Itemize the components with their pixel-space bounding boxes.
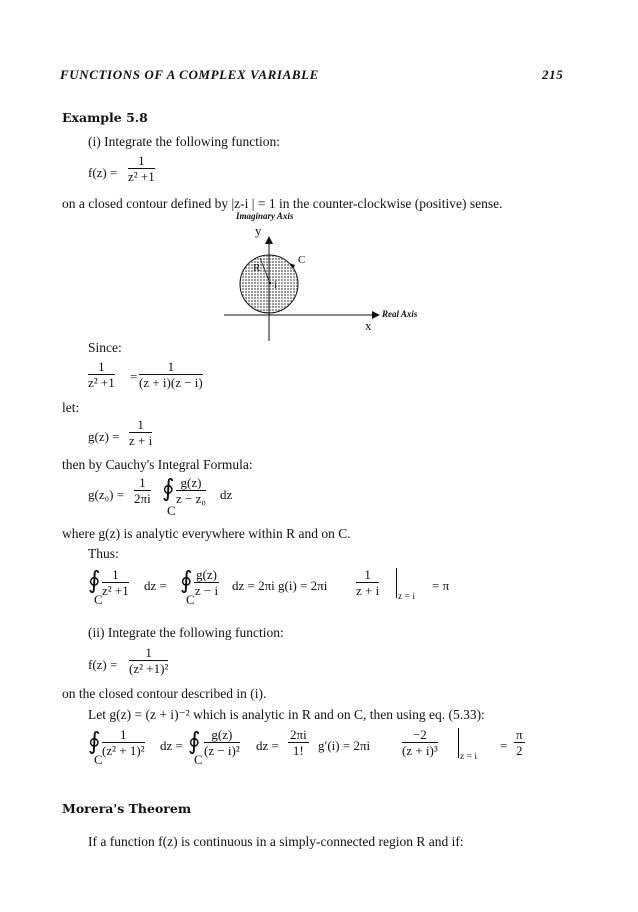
r1-eval-bar bbox=[396, 568, 397, 598]
r1-den3: z + i bbox=[356, 583, 380, 598]
r2-contour-c1: C bbox=[94, 752, 103, 767]
cif-contour-c: C bbox=[167, 503, 176, 518]
r2-frac1 bbox=[102, 728, 145, 758]
r1-frac2 bbox=[194, 568, 219, 598]
eq1-den2: (z + i)(z − i) bbox=[139, 375, 203, 390]
cif-int-den: z − z₀ bbox=[176, 491, 206, 506]
r2-result bbox=[514, 728, 525, 758]
r2-equals: = bbox=[500, 738, 508, 753]
r2-den3: 1! bbox=[292, 743, 304, 758]
r1-integral2-icon: ∮ bbox=[180, 566, 193, 594]
let-label: let: bbox=[62, 400, 80, 415]
f2-fraction bbox=[129, 646, 168, 676]
part2-intro: (ii) Integrate the following function: bbox=[88, 625, 284, 640]
g-denominator: z + i bbox=[129, 433, 153, 448]
r1-contour-c2: C bbox=[186, 592, 195, 607]
cif-lhs: g(z₀) = bbox=[88, 487, 125, 502]
part1-intro: (i) Integrate the following function: bbox=[88, 134, 280, 149]
cif-integrand bbox=[176, 476, 206, 506]
f2-lhs: f(z) = bbox=[88, 657, 118, 672]
f-denominator: z² +1 bbox=[128, 169, 155, 184]
running-header: FUNCTIONS OF A COMPLEX VARIABLE bbox=[60, 67, 319, 82]
r1-den1: z² +1 bbox=[102, 583, 129, 598]
r2-num4: −2 bbox=[402, 728, 438, 743]
contour-integral-icon: ∮ bbox=[162, 474, 175, 502]
eq1-num2: 1 bbox=[139, 360, 203, 375]
center-point bbox=[269, 282, 272, 285]
f2-numerator: 1 bbox=[129, 646, 168, 661]
r1-integral-icon: ∮ bbox=[88, 566, 101, 594]
r1-eval: z = i bbox=[398, 592, 415, 602]
real-axis-label: Real Axis bbox=[382, 309, 418, 319]
contour-definition: on a closed contour defined by |z-i | = 1 in the counter-clockwise (positive) sense. bbox=[62, 196, 503, 211]
let-g-text: Let g(z) = (z + i)⁻² which is analytic in R and on C, then using eq. (5.33): bbox=[88, 707, 485, 722]
g-fraction bbox=[129, 418, 152, 448]
r1-mid: dz = 2πi g(i) = 2πi bbox=[232, 578, 328, 593]
x-arrow-icon bbox=[372, 311, 380, 319]
eq1-num1: 1 bbox=[88, 360, 115, 375]
r1-num2: g(z) bbox=[196, 567, 217, 582]
analytic-text: where g(z) is analytic everywhere within R and on C. bbox=[62, 526, 351, 541]
cif-coefficient bbox=[134, 476, 151, 506]
r2-integral-icon: ∮ bbox=[88, 727, 101, 755]
r2-num3: 2πi bbox=[290, 727, 307, 742]
f-lhs: f(z) = bbox=[88, 165, 118, 180]
contour-figure bbox=[200, 210, 420, 350]
y-arrow-icon bbox=[265, 236, 273, 244]
g-lhs: g(z) = bbox=[88, 429, 120, 444]
f-numerator: 1 bbox=[128, 154, 155, 169]
r1-result: = π bbox=[432, 578, 450, 593]
r1-contour-c1: C bbox=[94, 592, 103, 607]
r2-dz2: dz = bbox=[256, 738, 279, 753]
r2-frac2 bbox=[204, 728, 240, 758]
r2-den2: (z − i)² bbox=[204, 743, 240, 758]
r1-frac1 bbox=[102, 568, 129, 598]
cauchy-text: then by Cauchy's Integral Formula: bbox=[62, 457, 253, 472]
r2-dz1: dz = bbox=[160, 738, 183, 753]
r1-num1: 1 bbox=[102, 568, 129, 583]
r1-num3: 1 bbox=[356, 568, 379, 583]
r1-frac3 bbox=[356, 568, 379, 598]
eq1-equals: = bbox=[130, 369, 138, 384]
f2-denominator: (z² +1)² bbox=[129, 661, 169, 676]
r2-mid: g′(i) = 2πi bbox=[318, 738, 371, 753]
r2-eval: z = i bbox=[460, 752, 477, 762]
region-label: R bbox=[253, 262, 261, 274]
thus-label: Thus: bbox=[88, 546, 119, 561]
r2-den1: (z² + 1)² bbox=[102, 743, 145, 758]
cif-dz: dz bbox=[220, 487, 233, 502]
example-title: Example 5.8 bbox=[62, 110, 148, 125]
r2-result-num: π bbox=[516, 727, 523, 742]
imaginary-axis-label: Imaginary Axis bbox=[236, 211, 294, 221]
r2-frac3 bbox=[288, 728, 309, 758]
r2-result-den: 2 bbox=[516, 743, 523, 758]
r1-den2: z − i bbox=[194, 583, 219, 598]
r2-frac4 bbox=[402, 728, 438, 758]
morera-title: Morera's Theorem bbox=[62, 801, 192, 816]
cif-num: 1 bbox=[134, 476, 151, 491]
g-numerator: 1 bbox=[129, 418, 152, 433]
morera-text: If a function f(z) is continuous in a simply-connected region R and if: bbox=[88, 834, 464, 849]
contour-label: C bbox=[298, 254, 306, 266]
r2-eval-bar bbox=[458, 728, 459, 758]
x-label: x bbox=[365, 318, 372, 333]
r1-dz1: dz = bbox=[144, 578, 167, 593]
r2-den4: (z + i)³ bbox=[402, 743, 438, 758]
r2-integral2-icon: ∮ bbox=[188, 727, 201, 755]
eq1-den1: z² +1 bbox=[88, 375, 115, 390]
center-label: i bbox=[274, 280, 277, 291]
r2-num1: 1 bbox=[102, 728, 145, 743]
y-label: y bbox=[255, 223, 262, 238]
page-number: 215 bbox=[542, 67, 564, 82]
eq1-frac1 bbox=[88, 360, 115, 390]
closed-contour-text: on the closed contour described in (i). bbox=[62, 686, 267, 701]
cif-int-num: g(z) bbox=[176, 476, 206, 491]
cif-den: 2πi bbox=[134, 491, 151, 506]
f-fraction bbox=[128, 154, 155, 184]
eq1-frac2 bbox=[139, 360, 203, 390]
r2-num2: g(z) bbox=[204, 728, 240, 743]
r2-contour-c2: C bbox=[194, 752, 203, 767]
since-label: Since: bbox=[88, 340, 122, 355]
